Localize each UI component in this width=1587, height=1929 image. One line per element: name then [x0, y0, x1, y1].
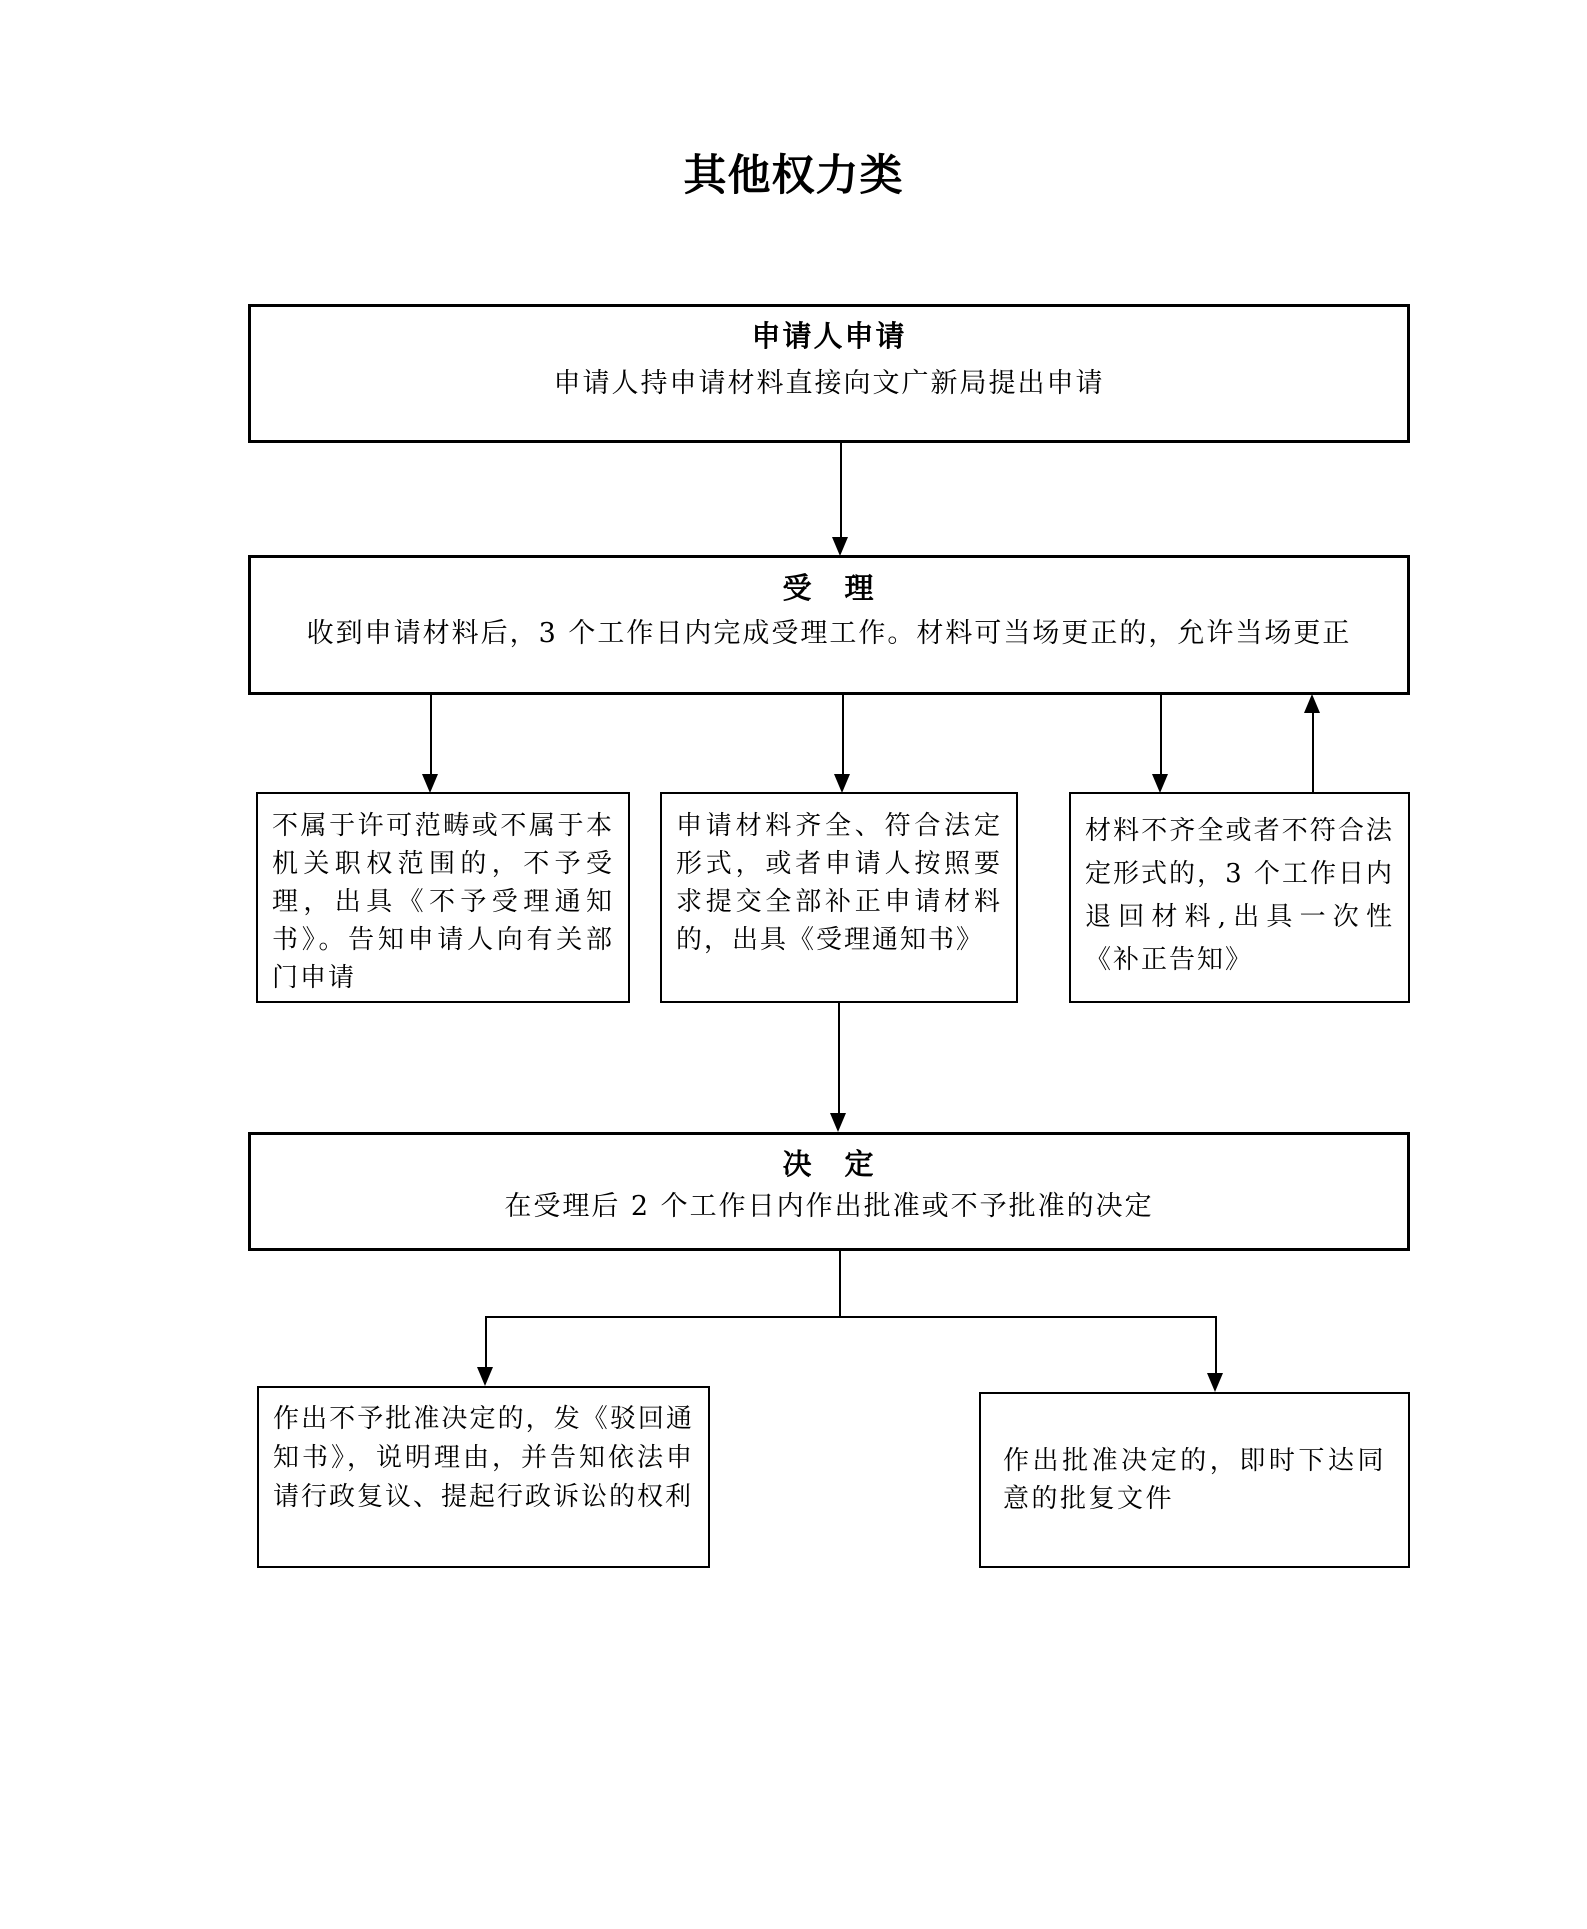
arrow-decision-to-denial-line [485, 1316, 487, 1369]
arrow-accept-to-incomplete-line [1160, 695, 1162, 776]
node-approval-body: 作出批准决定的，即时下达同意的批复文件 [1003, 1446, 1386, 1514]
arrow-accept-to-not-accepted-head [422, 774, 438, 793]
arrow-incomplete-to-accept-line [1312, 712, 1314, 793]
node-decision [248, 1132, 1410, 1251]
arrow-apply-to-accept-head [832, 537, 848, 556]
node-applicant-application [248, 304, 1410, 443]
arrow-accept-to-complete-head [834, 774, 850, 793]
node-applicant-application-body: 申请人持申请材料直接向文广新局提出申请 [553, 368, 1105, 399]
node-decision-body: 在受理后 2 个工作日内作出批准或不予批准的决定 [504, 1191, 1154, 1222]
arrow-decision-to-approval-head [1207, 1373, 1223, 1392]
arrow-decision-to-approval-line [1215, 1316, 1217, 1375]
node-applicant-application-title: 申请人申请 [751, 321, 907, 353]
node-materials-incomplete-body: 材料不齐全或者不符合法定形式的，3 个工作日内退回材料,出具一次性《补正告知》 [1085, 816, 1394, 975]
node-decision-title: 决 定 [782, 1149, 876, 1181]
node-materials-complete-body: 申请材料齐全、符合法定形式，或者申请人按照要求提交全部补正申请材料的，出具《受理通知书》 [676, 811, 1002, 955]
arrow-complete-to-decision-line [838, 1003, 840, 1114]
arrow-apply-to-accept-line [840, 443, 842, 538]
node-acceptance-title: 受 理 [782, 573, 876, 605]
node-not-accepted-body: 不属于许可范畴或不属于本机关职权范围的，不予受理，出具《不予受理通知书》。告知申请人向有关部门申请 [272, 811, 614, 993]
arrow-accept-to-incomplete-head [1152, 774, 1168, 793]
node-not-accepted [256, 792, 630, 1003]
arrow-accept-to-not-accepted-line [430, 695, 432, 776]
branch-decision-stub-line [839, 1251, 841, 1318]
arrow-accept-to-complete-line [842, 695, 844, 776]
node-denial [257, 1386, 710, 1568]
arrow-complete-to-decision-head [830, 1113, 846, 1132]
node-denial-body: 作出不予批准决定的，发《驳回通知书》，说明理由，并告知依法申请行政复议、提起行政诉讼的权利 [273, 1404, 694, 1512]
page-title: 其他权力类 [683, 152, 904, 200]
arrow-decision-to-denial-head [477, 1367, 493, 1386]
node-approval [979, 1392, 1410, 1568]
node-acceptance-body: 收到申请材料后，3 个工作日内完成受理工作。材料可当场更正的，允许当场更正 [306, 618, 1352, 649]
node-acceptance [248, 555, 1410, 695]
arrow-incomplete-to-accept-head [1304, 694, 1320, 713]
branch-horizontal-line [486, 1316, 1217, 1318]
node-materials-incomplete [1069, 792, 1410, 1003]
node-materials-complete [660, 792, 1018, 1003]
